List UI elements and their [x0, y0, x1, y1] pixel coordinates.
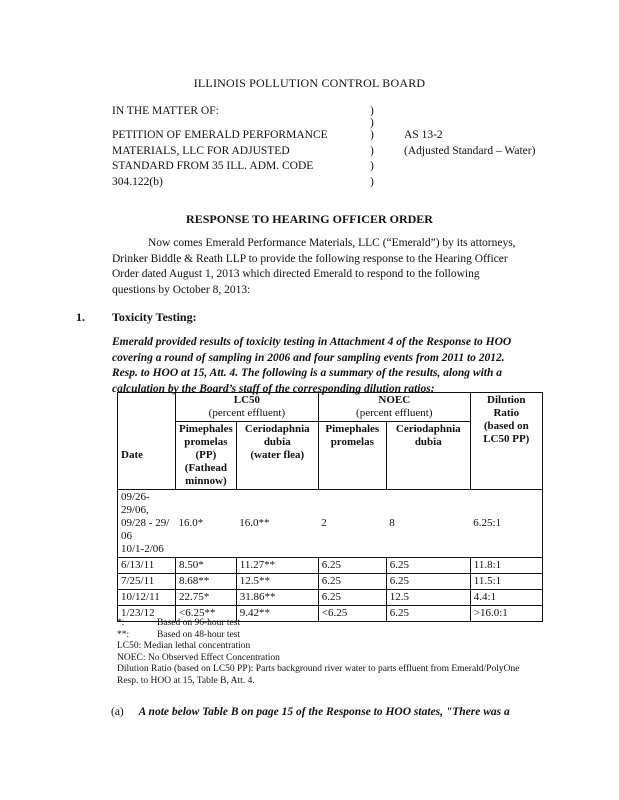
cd-line: Ceriodaphnia [244, 423, 310, 435]
header-cd [236, 422, 318, 490]
cell-ratio: 11.5:1 [470, 574, 542, 590]
petition-line: 304.122(b) [112, 175, 163, 188]
cell-ratio: >16.0:1 [470, 606, 542, 622]
dilution-line: (based on [483, 420, 529, 432]
date-line: 09/28 - 29/ [121, 517, 170, 529]
toxicity-paragraph [112, 335, 552, 397]
petition-line: PETITION OF EMERALD PERFORMANCE [112, 129, 328, 141]
cell-date: 1/23/12 [118, 606, 176, 622]
header-noec [318, 393, 470, 422]
noec-label: NOEC [378, 394, 411, 406]
intro-line: Drinker Biddle & Reath LLP to provide the following response to the Hearing Officer [112, 252, 508, 265]
note-noec: NOEC: No Observed Effect Concentration [117, 652, 280, 663]
board-title: ILLINOIS POLLUTION CONTROL BOARD [193, 76, 426, 90]
cd-line: (water flea) [250, 449, 305, 461]
cell-cd: 11.27** [236, 558, 318, 574]
question-text: A note below Table B on page 15 of the Response to HOO states, "There was a [138, 706, 510, 718]
cell-ratio: 4.4:1 [470, 590, 542, 606]
header-date-cell [118, 393, 176, 422]
dilution-line: LC50 PP) [483, 433, 530, 445]
intro-paragraph [112, 236, 552, 298]
noec-cd-line: Ceriodaphnia [395, 423, 461, 435]
table-row [118, 490, 543, 558]
cell-pp: 8.68** [176, 574, 237, 590]
intro-line: questions by October 8, 2013: [112, 283, 251, 296]
table-row [118, 558, 543, 574]
cell-pp: <6.25** [176, 606, 237, 622]
note-resp: Resp. to HOO at 15, Table B, Att. 4. [117, 675, 255, 686]
paragraph-line: Emerald provided results of toxicity testing in Attachment 4 of the Response to HOO [112, 336, 512, 348]
cell-cd: 12.5** [236, 574, 318, 590]
paragraph-line: covering a round of sampling in 2006 and four sampling events from 2011 to 2012. [112, 351, 505, 364]
intro-line: Order dated August 1, 2013 which directed Emerald to respond to the following [112, 268, 480, 280]
table-notes [117, 618, 519, 687]
note-96h [117, 618, 519, 630]
table-header-row [118, 393, 543, 422]
cell-noec-cd: 12.5 [386, 590, 470, 606]
cd-line: dubia [263, 436, 291, 448]
caption-paren: ) [370, 129, 374, 141]
cell-cd: 31.86** [236, 590, 318, 606]
cell-noec-cd: 6.25 [386, 558, 470, 574]
note-symbol: *: [117, 618, 125, 628]
question-a [111, 706, 510, 718]
intro-line: Now comes Emerald Performance Materials, LLC (“Emerald”) by its attorneys, [148, 237, 516, 249]
cell-noec-pp: 2 [318, 490, 386, 558]
caption-paren: ) [370, 105, 374, 117]
response-heading: RESPONSE TO HEARING OFFICER ORDER [186, 212, 433, 226]
noec-pp-line: Pimephales [325, 423, 380, 435]
header-dilution [470, 393, 542, 490]
cell-pp: 16.0* [176, 490, 237, 558]
petition-line: MATERIALS, LLC FOR ADJUSTED [112, 144, 290, 157]
lc50-label: LC50 [233, 394, 261, 406]
note-text: Based on 48-hour test [157, 629, 241, 640]
cell-pp: 22.75* [176, 590, 237, 606]
paragraph-line: calculation by the Board’s staff of the corresponding dilution ratios: [112, 382, 435, 395]
cell-date [118, 490, 176, 558]
cell-noec-pp: <6.25 [318, 606, 386, 622]
note-text: Based on 96-hour test [157, 618, 241, 628]
note-symbol: **: [117, 629, 130, 640]
note-lc50: LC50: Median lethal concentration [117, 641, 251, 651]
noec-pp-line: promelas [330, 436, 374, 448]
date-line: 10/1-2/06 [121, 543, 164, 555]
header-pp [176, 422, 237, 490]
cell-ratio: 6.25:1 [470, 490, 542, 558]
note-48h [117, 630, 519, 642]
date-line: 06 [121, 530, 132, 542]
matter-label: IN THE MATTER OF: [112, 105, 219, 117]
header-date: Date [118, 422, 176, 490]
section-number: 1. [76, 310, 85, 324]
cell-noec-cd: 6.25 [386, 574, 470, 590]
header-noec-pp [318, 422, 386, 490]
toxicity-table [117, 392, 543, 622]
cell-ratio: 11.8:1 [470, 558, 542, 574]
pp-line: promelas [184, 436, 228, 448]
date-line: 09/26- [121, 491, 150, 503]
table-row [118, 590, 543, 606]
case-type: (Adjusted Standard – Water) [404, 144, 536, 157]
cell-cd: 16.0** [236, 490, 318, 558]
caption-paren: ) [370, 160, 374, 172]
section-heading: Toxicity Testing: [112, 310, 197, 324]
paragraph-line: Resp. to HOO at 15, Att. 4. The following is a summary of the results, along with a [112, 367, 502, 379]
noec-cd-line: dubia [414, 436, 442, 448]
header-lc50 [176, 393, 319, 422]
caption-paren: ) [370, 175, 374, 188]
pp-line: (Fathead [184, 462, 227, 474]
cell-noec-pp: 6.25 [318, 574, 386, 590]
cell-pp: 8.50* [176, 558, 237, 574]
cell-date: 6/13/11 [118, 558, 176, 574]
cell-noec-pp: 6.25 [318, 590, 386, 606]
pp-line: minnow) [185, 475, 227, 487]
lc50-sub: (percent effluent) [208, 407, 286, 419]
date-line: 29/06, [121, 504, 149, 516]
cell-cd: 9.42** [236, 606, 318, 622]
table-row [118, 574, 543, 590]
question-label: (a) [111, 706, 124, 718]
caption-paren: ) [370, 144, 374, 157]
note-dilution: Dilution Ratio (based on LC50 PP): Parts background river water to parts effluent from Emerald/PolyOne [117, 664, 520, 674]
cell-noec-cd: 6.25 [386, 606, 470, 622]
case-number: AS 13-2 [404, 129, 443, 141]
pp-line: (PP) [195, 449, 217, 461]
cell-date: 10/12/11 [118, 590, 176, 606]
noec-sub: (percent effluent) [356, 407, 433, 419]
dilution-line: Ratio [493, 407, 520, 419]
cell-noec-cd: 8 [386, 490, 470, 558]
header-noec-cd [386, 422, 470, 490]
caption-paren: ) [370, 117, 374, 129]
petition-line: STANDARD FROM 35 ILL. ADM. CODE [112, 160, 314, 172]
cell-noec-pp: 6.25 [318, 558, 386, 574]
pp-line: Pimephales [179, 423, 233, 435]
dilution-line: Dilution [487, 394, 526, 406]
cell-date: 7/25/11 [118, 574, 176, 590]
